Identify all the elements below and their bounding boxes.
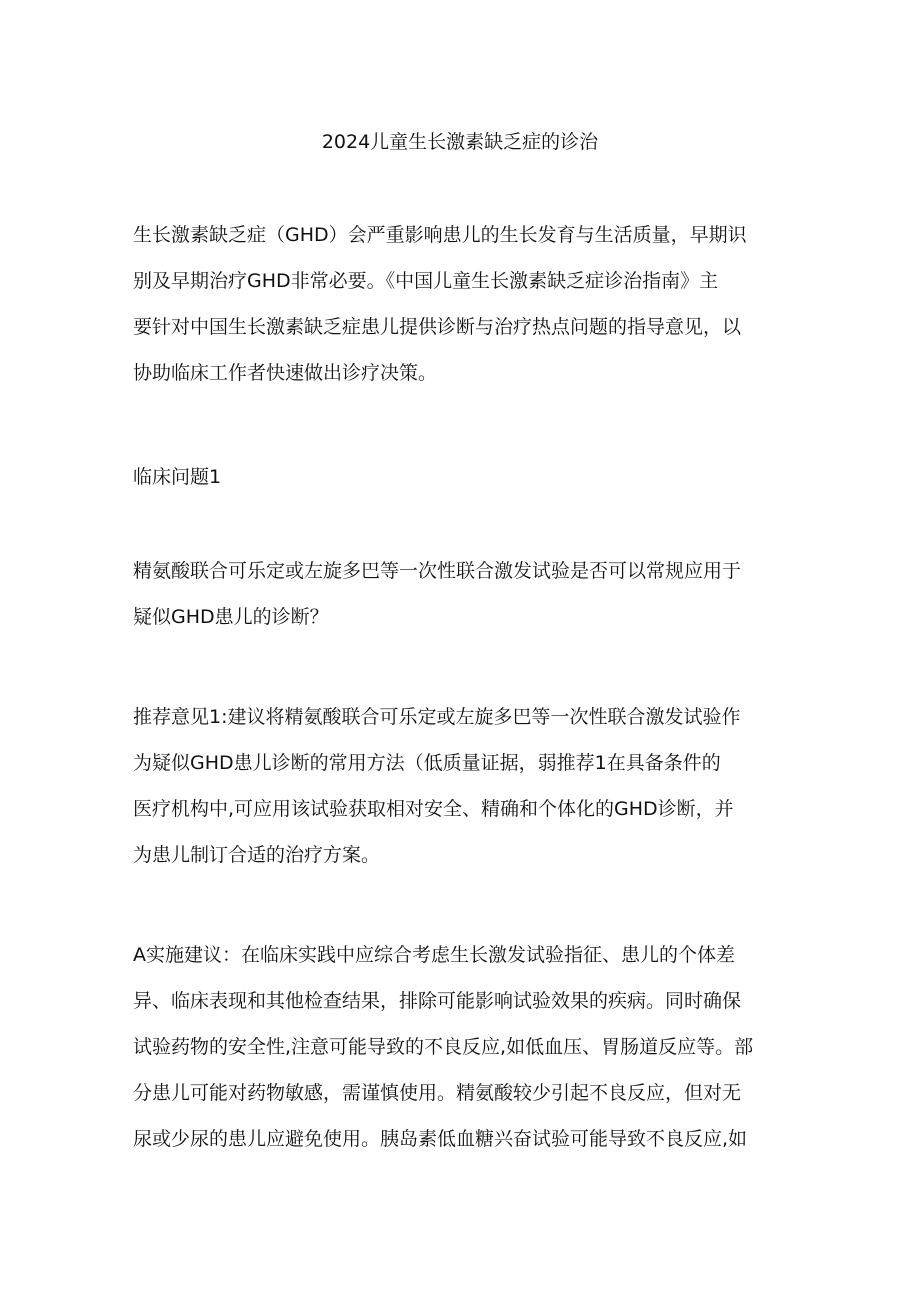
paragraph-line: 要针对中国生长激素缺乏症患儿提供诊断与治疗热点问题的指导意见，以 [133, 316, 742, 338]
paragraph-line: A实施建议：在临床实践中应综合考虑生长激发试验指征、患儿的个体差 [133, 944, 735, 966]
paragraph-line: 为患儿制订合适的治疗方案。 [133, 844, 381, 866]
clinical-question-heading: 临床问题1 [133, 466, 222, 488]
implementation-paragraph [133, 932, 793, 1162]
recommendation-paragraph [133, 694, 793, 878]
paragraph-line: 推荐意见1:建议将精氨酸联合可乐定或左旋多巴等一次性联合激发试验作 [133, 706, 741, 728]
paragraph-line: 别及早期治疗GHD非常必要。《中国儿童生长激素缺乏症诊治指南》主 [133, 270, 719, 292]
paragraph-line: 生长激素缺乏症（GHD）会严重影响患儿的生长发育与生活质量，早期识 [133, 224, 747, 246]
question-paragraph [133, 548, 793, 640]
paragraph-line: 精氨酸联合可乐定或左旋多巴等一次性联合激发试验是否可以常规应用于 [133, 560, 742, 582]
paragraph-line: 协助临床工作者快速做出诊疗决策。 [133, 362, 438, 384]
paragraph-line: 为疑似GHD患儿诊断的常用方法（低质量证据，弱推荐1在具备条件的 [133, 752, 721, 774]
paragraph-line: 异、临床表现和其他检查结果，排除可能影响试验效果的疾病。同时确保 [133, 990, 742, 1012]
paragraph-line: 尿或少尿的患儿应避免使用。胰岛素低血糖兴奋试验可能导致不良反应,如 [133, 1128, 748, 1150]
document-title: 2024儿童生长激素缺乏症的诊治 [321, 131, 599, 153]
clinical-question-heading-block [133, 454, 793, 500]
paragraph-line: 分患儿可能对药物敏感，需谨慎使用。精氨酸较少引起不良反应，但对无 [133, 1082, 742, 1104]
paragraph-line: 疑似GHD患儿的诊断？ [133, 606, 329, 628]
paragraph-line: 医疗机构中,可应用该试验获取相对安全、精确和个体化的GHD诊断，并 [133, 798, 734, 820]
intro-paragraph [133, 212, 793, 396]
paragraph-line: 试验药物的安全性,注意可能导致的不良反应,如低血压、胃肠道反应等。部 [133, 1036, 754, 1058]
